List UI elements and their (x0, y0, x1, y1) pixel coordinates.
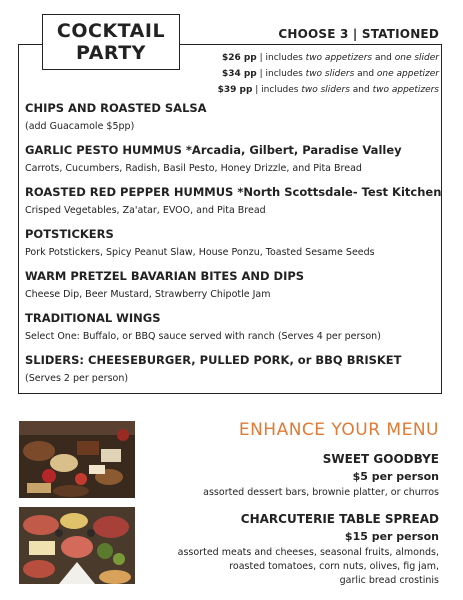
enhance-heading: ENHANCE YOUR MENU (238, 420, 439, 440)
enhancement-desc: roasted tomatoes, corn nuts, olives, fig jam, (229, 561, 439, 572)
menu-item-name: WARM PRETZEL BAVARIAN BITES AND DIPS (25, 269, 305, 283)
menu-item (25, 142, 435, 178)
page-title (42, 14, 180, 70)
enhancement-desc: garlic bread crostinis (339, 575, 439, 586)
enhancement-item (178, 510, 439, 588)
pricing-tiers (218, 50, 439, 98)
menu-item (25, 226, 435, 262)
menu-item-desc: (Serves 2 per person) (25, 373, 129, 384)
menu-item (25, 352, 435, 388)
enhancement-desc: assorted dessert bars, brownie platter, or churros (203, 487, 439, 498)
price-tier: $34 pp | includes two sliders and one appetizer (221, 69, 439, 79)
menu-item (25, 100, 435, 136)
enhancement-price: $15 per person (344, 530, 439, 543)
price-tier: $26 pp | includes two appetizers and one slider (221, 53, 439, 63)
dessert-photo (19, 421, 135, 498)
enhancement-name: CHARCUTERIE TABLE SPREAD (240, 512, 439, 526)
price-tier: $39 pp | includes two sliders and two appetizers (217, 85, 439, 95)
enhancement-item (203, 450, 439, 500)
menu-item-desc: Select One: Buffalo, or BBQ sauce served with ranch (Serves 4 per person) (25, 331, 381, 342)
enhancement-name: SWEET GOODBYE (322, 452, 439, 466)
menu-item-name: POTSTICKERS (25, 227, 114, 241)
menu-item-name: CHIPS AND ROASTED SALSA (25, 101, 207, 115)
title-line-2: PARTY (76, 42, 146, 64)
menu-item (25, 184, 442, 220)
menu-item-desc: Pork Potstickers, Spicy Peanut Slaw, House Ponzu, Toasted Sesame Seeds (25, 247, 375, 258)
enhancement-desc: assorted meats and cheeses, seasonal fruits, almonds, (177, 547, 439, 558)
enhancement-price: $5 per person (352, 470, 439, 483)
title-line-1: COCKTAIL (56, 20, 166, 42)
menu-item (25, 268, 435, 304)
menu-item-name: TRADITIONAL WINGS (25, 311, 161, 325)
menu-item-name: GARLIC PESTO HUMMUS *Arcadia, Gilbert, Paradise Valley (25, 143, 402, 157)
charcuterie-photo (19, 507, 135, 584)
menu-items (25, 100, 442, 394)
menu-item-desc: Cheese Dip, Beer Mustard, Strawberry Chipotle Jam (25, 289, 271, 300)
menu-item-name: SLIDERS: CHEESEBURGER, PULLED PORK, or BBQ BRISKET (25, 353, 402, 367)
choose-heading: CHOOSE 3 | STATIONED (278, 27, 439, 41)
menu-item-name: ROASTED RED PEPPER HUMMUS *North Scottsdale- Test Kitchen (25, 185, 442, 199)
menu-item (25, 310, 435, 346)
menu-item-desc: Crisped Vegetables, Za'atar, EVOO, and Pita Bread (25, 205, 266, 216)
menu-item-desc: (add Guacamole $5pp) (25, 121, 135, 132)
menu-item-desc: Carrots, Cucumbers, Radish, Basil Pesto, Honey Drizzle, and Pita Bread (25, 163, 362, 174)
